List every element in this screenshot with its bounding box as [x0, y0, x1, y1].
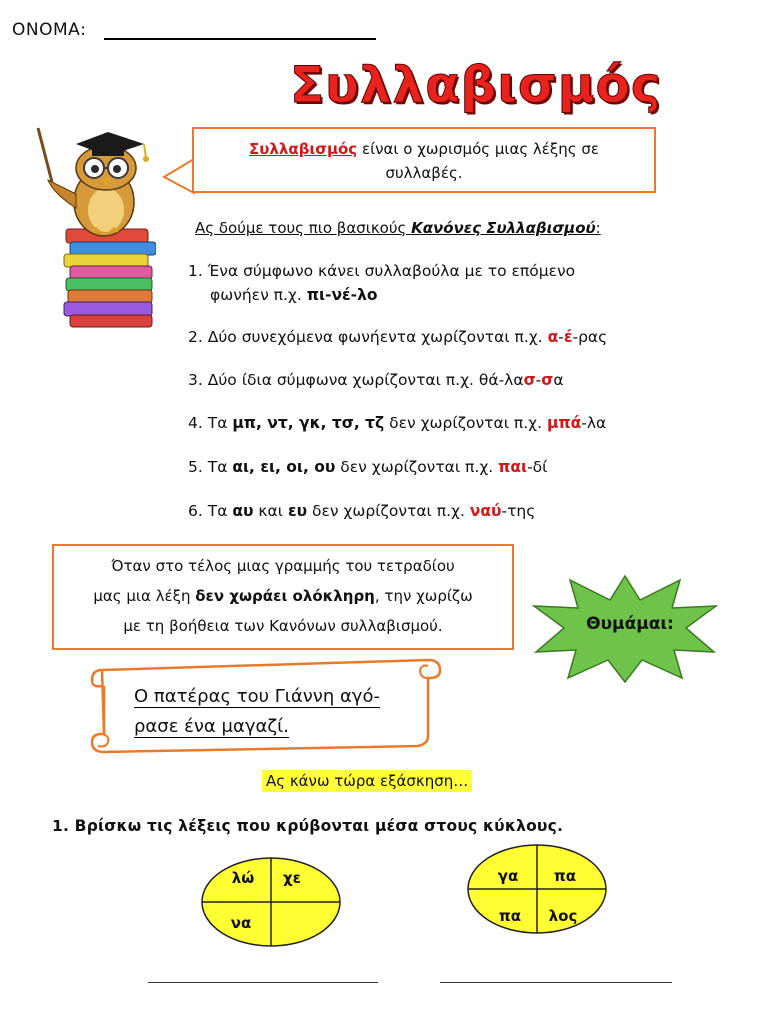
practice-heading: Ας κάνω τώρα εξάσκηση… [262, 770, 472, 792]
remember-line-2-bold: δεν χωράει ολόκληρη [195, 587, 375, 605]
rule-mid: και [253, 502, 288, 520]
rule-text: δεν χωρίζονται π.χ. [384, 414, 547, 432]
rule-text: Δύο συνεχόμενα φωνήεντα χωρίζονται π.χ. [207, 328, 548, 346]
answer-line-2[interactable] [440, 982, 672, 983]
rule-number: 6. [188, 502, 203, 520]
rule-example: πι-νέ-λο [306, 286, 378, 304]
rule-2 [188, 328, 607, 346]
remember-line-1: Όταν στο τέλος μιας γραμμής του τετραδίου [111, 557, 455, 575]
rule-4 [188, 414, 606, 432]
rule-example-dash: - [535, 371, 542, 389]
rules-intro-suffix: : [595, 219, 601, 237]
circle-2-cell-tl: γα [497, 867, 519, 885]
rule-bold-1: αυ [232, 502, 254, 520]
rule-example-rest: α [553, 371, 564, 389]
answer-line-1[interactable] [148, 982, 378, 983]
exercise-text: Βρίσκω τις λέξεις που κρύβονται μέσα στους κύκλους. [69, 817, 564, 835]
rule-3 [188, 371, 564, 389]
name-input-line[interactable] [104, 38, 376, 40]
rule-bold: μπ, ντ, γκ, τσ, τζ [232, 414, 385, 432]
circle-2-cell-br: λος [548, 907, 578, 925]
rule-example-rest: -ρας [572, 328, 608, 346]
rule-example-rest: -λα [581, 414, 607, 432]
circle-2-cell-tr: πα [553, 867, 577, 885]
rule-number: 1. [188, 262, 203, 280]
remember-line-2-pre: μας μια λέξη [93, 587, 196, 605]
definition-term: Συλλαβισμός [249, 140, 358, 158]
definition-box [192, 127, 656, 193]
rule-number: 4. [188, 414, 203, 432]
speech-bubble-tail-icon [160, 155, 196, 197]
rule-example-a: σ [523, 371, 536, 389]
definition-text-line2: συλλαβές. [385, 164, 463, 182]
circle-1-cell-tl: λώ [231, 869, 255, 887]
remember-box [52, 544, 514, 650]
rule-number: 2. [188, 328, 203, 346]
scroll-example-line-1: Ο πατέρας του Γιάννη αγό- [134, 686, 380, 707]
exercise-1-prompt [52, 817, 563, 835]
rule-bold: αι, ει, οι, ου [232, 458, 336, 476]
scroll-example-line-2: ρασε ένα μαγαζί. [134, 716, 289, 737]
scroll-example-text [134, 682, 380, 742]
rule-6 [188, 502, 535, 520]
circle-1-cell-bl: να [230, 914, 252, 932]
rules-intro-prefix: Ας δούμε τους πιο βασικούς [195, 219, 412, 237]
rule-number: 5. [188, 458, 203, 476]
rule-bold-2: ευ [287, 502, 308, 520]
rule-pre: Τα [207, 414, 233, 432]
owl-teacher-icon [26, 124, 156, 329]
rule-example-rest: -της [501, 502, 536, 520]
rule-example-dash: - [558, 328, 564, 346]
rule-pre: Τα [207, 502, 233, 520]
rule-example-a: α [547, 328, 559, 346]
remember-badge: Θυμάμαι: [586, 614, 674, 634]
rules-intro [195, 219, 601, 237]
rule-5 [188, 458, 547, 476]
circle-1-cell-tr: χε [282, 869, 302, 887]
rule-pre: Τα [207, 458, 233, 476]
name-label: ΟΝΟΜΑ: [12, 20, 87, 40]
definition-text-line1: είναι ο χωρισμός μιας λέξης σε [357, 140, 599, 158]
rule-example: παι [498, 458, 528, 476]
page-title: Συλλαβισμός [290, 56, 662, 114]
remember-line-3: με τη βοήθεια των Κανόνων συλλαβισμού. [123, 617, 443, 635]
rule-text: δεν χωρίζονται π.χ. [335, 458, 499, 476]
rule-example-c: σ [541, 371, 554, 389]
rule-text: Ένα σύμφωνο κάνει συλλαβούλα με το επόμενο [207, 262, 576, 280]
circle-2-cell-bl: πα [498, 907, 522, 925]
exercise-number: 1. [52, 817, 70, 835]
rule-number: 3. [188, 371, 203, 389]
rule-text-cont: φωνήεν π.χ. [210, 286, 307, 304]
rule-1 [188, 262, 575, 304]
rule-example: μπά [546, 414, 582, 432]
rule-example-rest: -δί [527, 458, 548, 476]
remember-line-2-post: , την χωρίζω [374, 587, 473, 605]
rule-text: Δύο ίδια σύμφωνα χωρίζονται π.χ. θά-λα [207, 371, 524, 389]
rule-text: δεν χωρίζονται π.χ. [307, 502, 470, 520]
rule-example-c: έ [563, 328, 573, 346]
rule-example: ναύ [469, 502, 502, 520]
rules-intro-bold: Κανόνες Συλλαβισμού [411, 219, 596, 237]
